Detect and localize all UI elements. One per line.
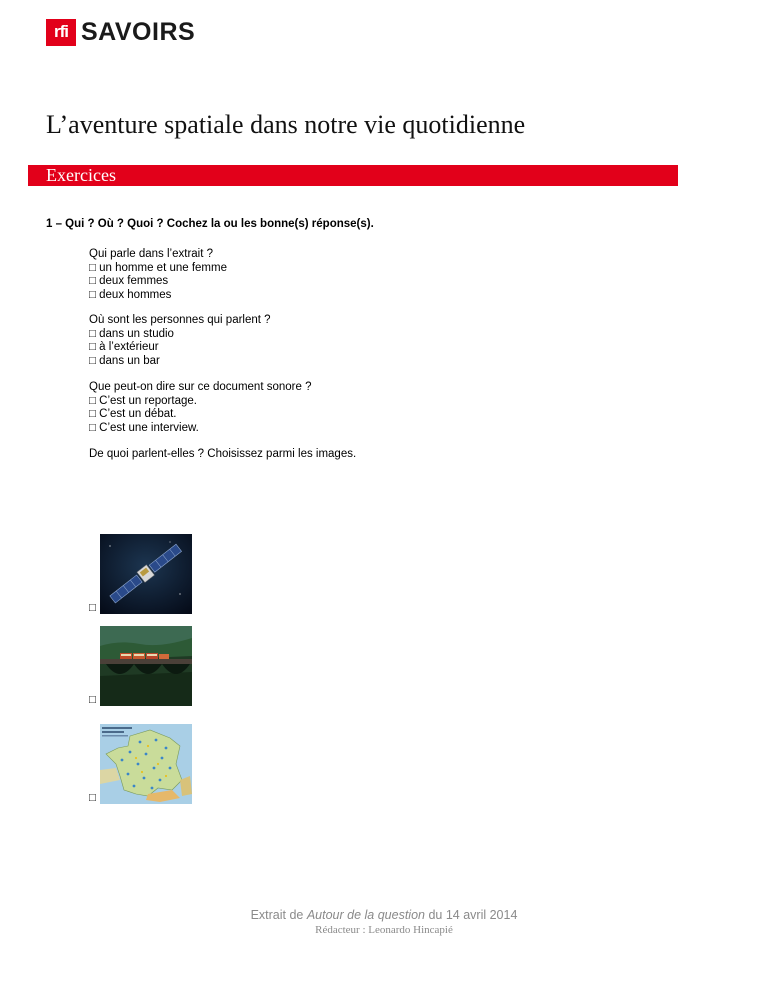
footer-source <box>0 908 768 922</box>
exercise-heading <box>46 218 374 230</box>
answer-option[interactable]: □ C’est une interview. <box>89 421 199 434</box>
train-viaduct-image <box>100 626 192 706</box>
footer-editor: Rédacteur : Leonardo Hincapié <box>315 924 453 936</box>
satellite-image <box>100 534 192 614</box>
image-question-prompt: De quoi parlent-elles ? Choisissez parmi les images. <box>89 448 357 460</box>
section-band <box>28 165 678 186</box>
exercise-heading-prefix: 1 – Qui ? Où ? Quoi ? <box>46 218 164 230</box>
checkbox[interactable]: □ <box>89 694 96 706</box>
image-option-train[interactable] <box>89 626 192 706</box>
page-title: L’aventure spatiale dans notre vie quotidienne <box>46 110 526 139</box>
question-prompt: Qui parle dans l’extrait ? <box>89 248 214 260</box>
footer-suffix: du 14 avril 2014 <box>424 908 518 922</box>
answer-option[interactable]: □ deux femmes <box>89 275 169 287</box>
exercise-heading-instruction: Cochez la ou les bonne(s) réponse(s). <box>163 218 374 230</box>
question-prompt: Que peut-on dire sur ce document sonore ? <box>89 381 312 393</box>
answer-option[interactable]: □ dans un bar <box>89 354 160 367</box>
answer-option[interactable]: □ C’est un débat. <box>89 408 177 420</box>
rfi-savoirs-logo <box>46 18 195 46</box>
image-option-satellite[interactable] <box>89 534 192 614</box>
checkbox[interactable]: □ <box>89 792 96 804</box>
footer-show-title: Autour de la question <box>306 908 425 922</box>
question-2 <box>89 314 271 368</box>
image-option-map[interactable] <box>89 724 192 804</box>
answer-option[interactable]: □ à l’extérieur <box>89 341 159 353</box>
savoirs-logo-text: SAVOIRS <box>81 17 196 46</box>
answer-option[interactable]: □ dans un studio <box>89 327 174 340</box>
section-title: Exercices <box>46 165 116 185</box>
image-question <box>89 448 356 462</box>
footer-prefix: Extrait de <box>250 908 307 922</box>
question-1 <box>89 248 227 302</box>
question-3 <box>89 381 311 435</box>
checkbox[interactable]: □ <box>89 602 96 614</box>
rfi-logo-box: rfi <box>46 19 76 46</box>
answer-option[interactable]: □ C’est un reportage. <box>89 394 197 407</box>
answer-option[interactable]: □ un homme et une femme <box>89 261 227 274</box>
answer-option[interactable]: □ deux hommes <box>89 288 172 301</box>
question-prompt: Où sont les personnes qui parlent ? <box>89 314 271 326</box>
france-map-image <box>100 724 192 804</box>
